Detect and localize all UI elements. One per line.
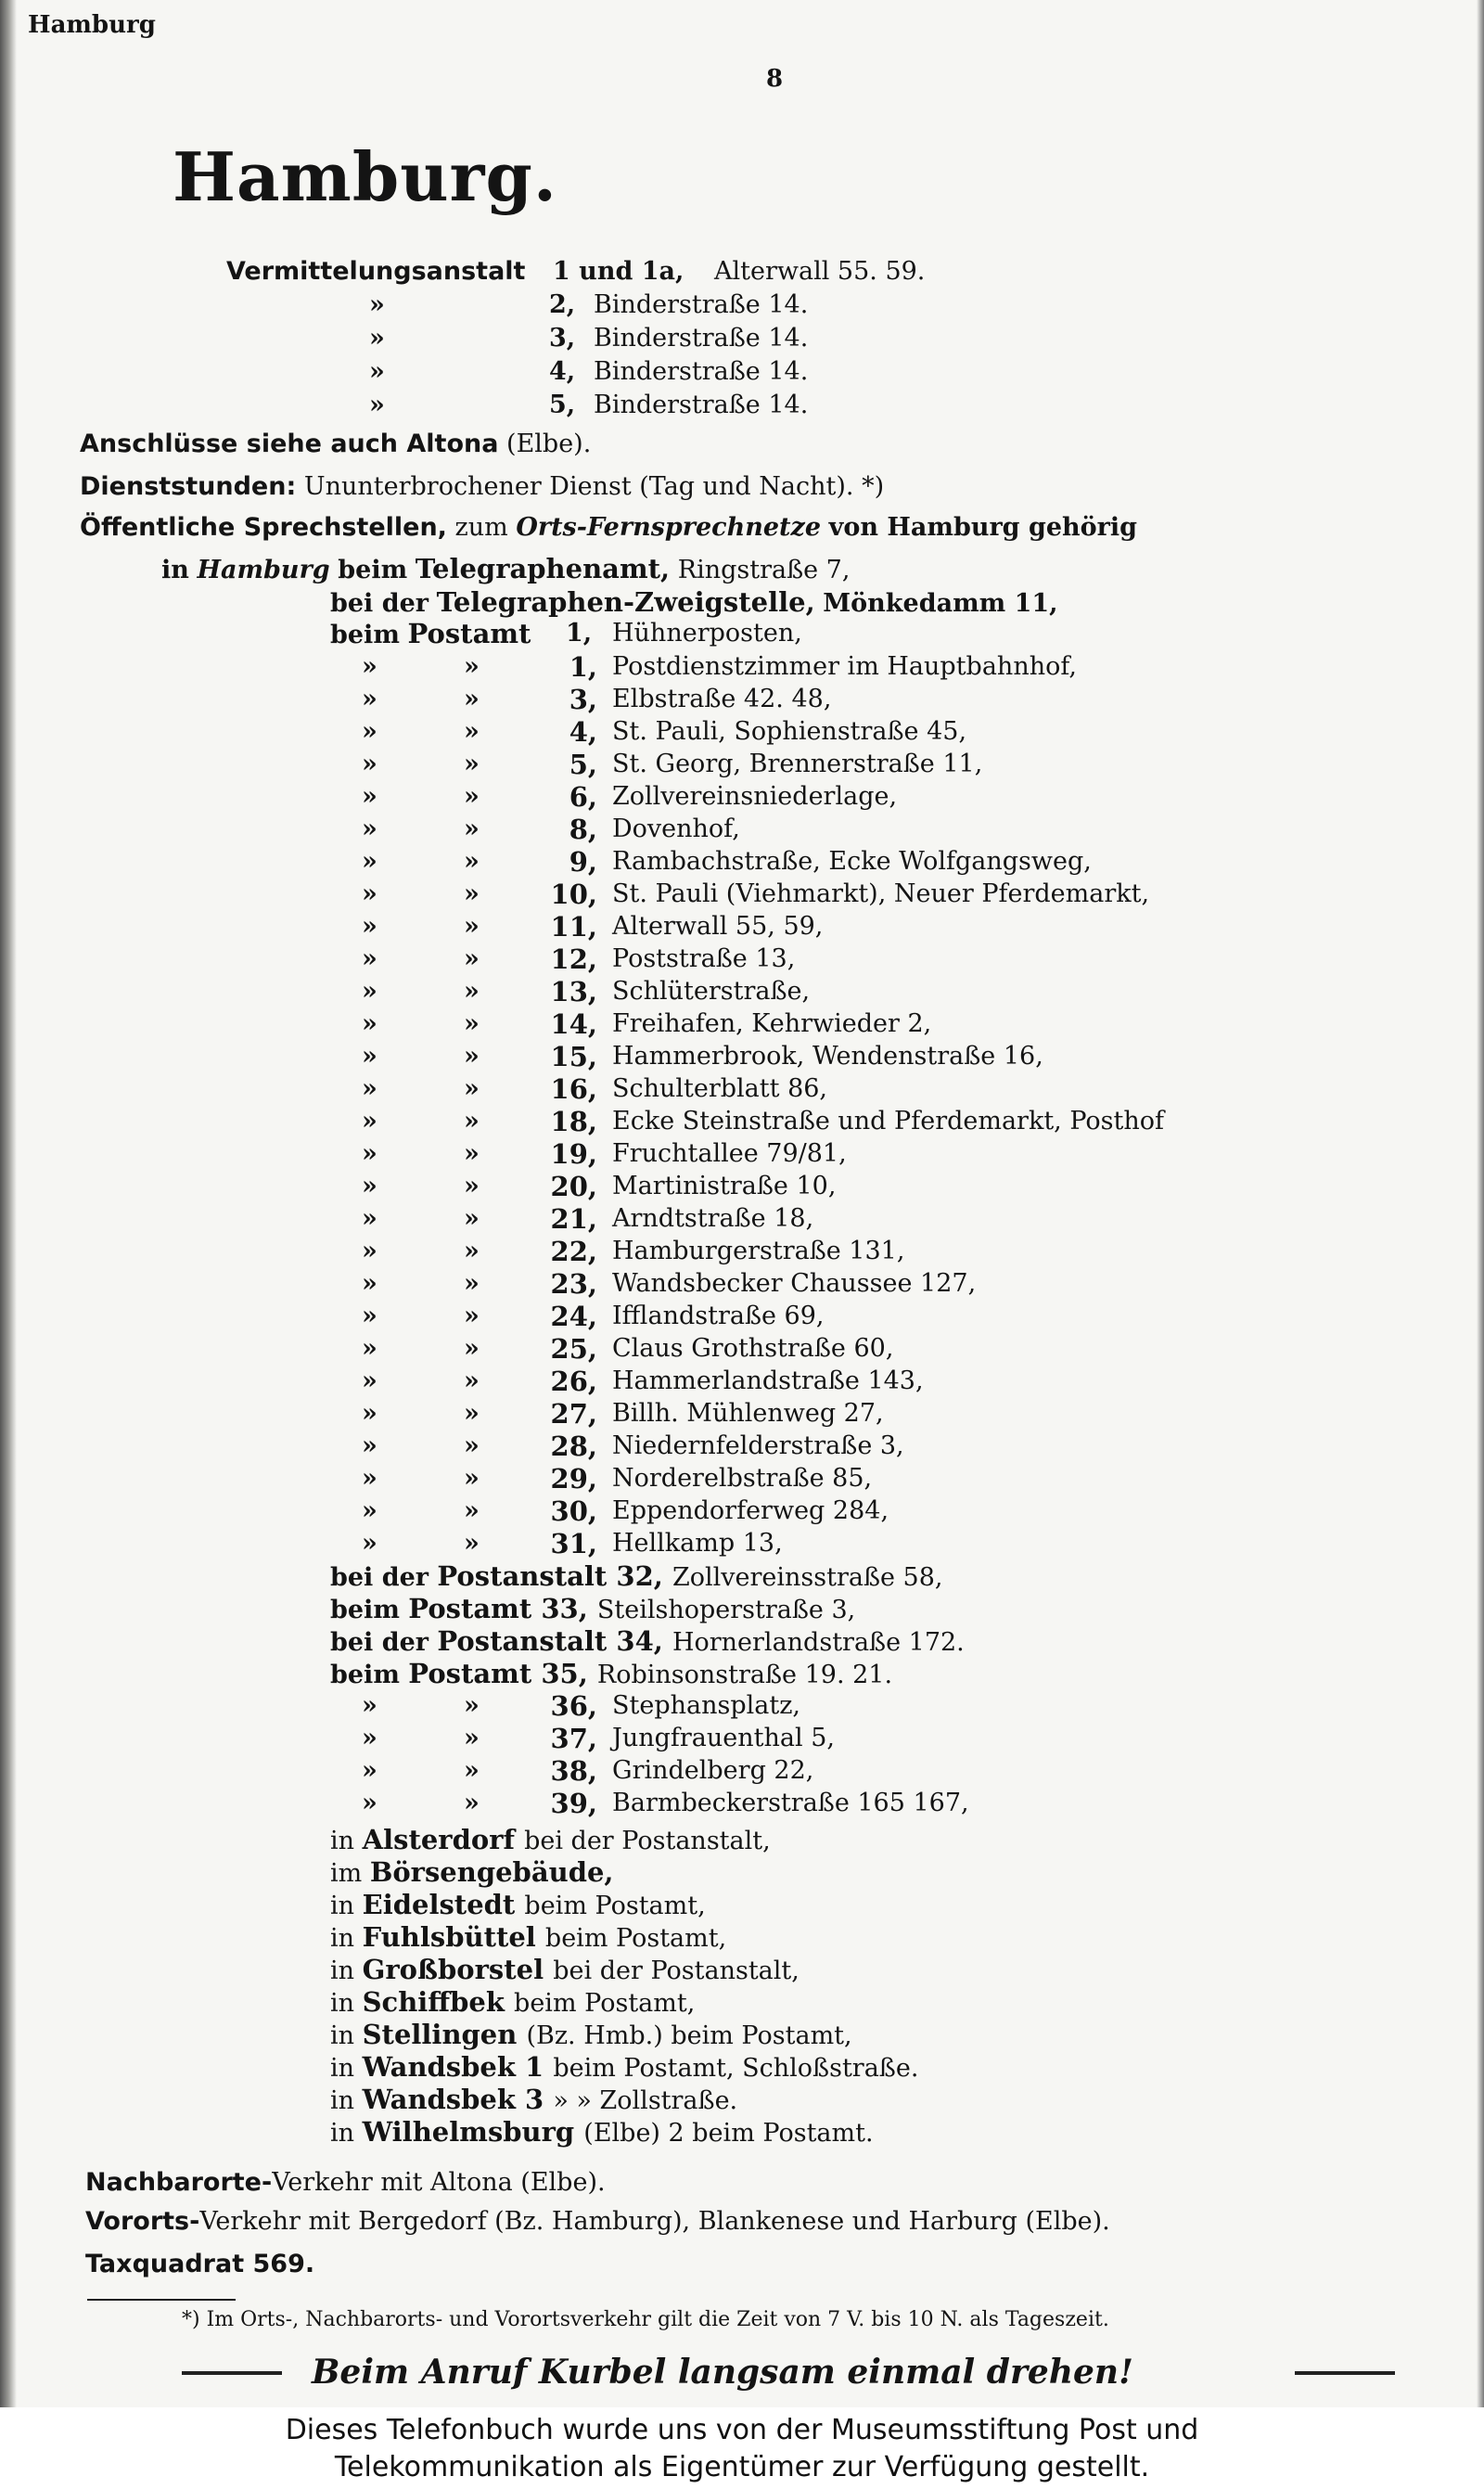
postamt-number: 29, bbox=[550, 1463, 597, 1495]
postamt-number: 11, bbox=[550, 911, 597, 943]
postamt-number: 24, bbox=[550, 1301, 597, 1332]
telegraphenamt-name: Telegraphenamt, bbox=[415, 553, 671, 584]
ort-name: Fuhlsbüttel bbox=[362, 1921, 545, 1953]
page-edge-right bbox=[1477, 0, 1484, 2407]
postamt-address: Dovenhof, bbox=[612, 815, 740, 843]
ditto-mark: » bbox=[464, 1107, 480, 1135]
postamt-number: 36, bbox=[550, 1690, 597, 1722]
postanstalt-address: Robinsonstraße 19. 21. bbox=[596, 1661, 893, 1689]
ditto-mark: » bbox=[464, 1172, 480, 1200]
ditto-mark: » bbox=[362, 1431, 377, 1460]
postamt-address: Eppendorferweg 284, bbox=[612, 1496, 889, 1525]
postamt-address: Stephansplatz, bbox=[612, 1691, 801, 1720]
ditto-mark: » bbox=[362, 944, 377, 973]
postamt-address: Arndtstraße 18, bbox=[612, 1204, 814, 1233]
ort-pre: in bbox=[330, 1892, 363, 1920]
postamt-address: Grindelberg 22, bbox=[612, 1756, 814, 1785]
taxquadrat: Taxquadrat 569. bbox=[85, 2250, 315, 2278]
nachbarorte-line bbox=[85, 2167, 606, 2199]
dash-right bbox=[1295, 2371, 1395, 2375]
postamt-number: 14, bbox=[550, 1008, 597, 1040]
ort-row bbox=[330, 2084, 737, 2117]
ort-row bbox=[330, 2019, 852, 2052]
sprechstellen-label: Öffentliche Sprechstellen, bbox=[80, 513, 447, 542]
zweigstelle-address: Mönkedamm 11, bbox=[823, 589, 1058, 618]
ditto-mark: » bbox=[369, 391, 385, 419]
caption-line-2: Telekommunikation als Eigentümer zur Verfügung gestellt. bbox=[334, 2451, 1150, 2483]
ditto-mark: » bbox=[464, 1074, 480, 1103]
ort-name: Börsengebäude, bbox=[369, 1856, 614, 1888]
ditto-mark: » bbox=[464, 1366, 480, 1395]
postamt-number: 28, bbox=[550, 1431, 597, 1462]
ditto-mark: » bbox=[362, 1269, 377, 1298]
footnote-rule bbox=[87, 2299, 236, 2301]
postamt-number: 15, bbox=[550, 1041, 597, 1072]
ort-row bbox=[330, 1824, 771, 1857]
telegraphenamt-address: Ringstraße 7, bbox=[677, 556, 851, 584]
postanstalt-row bbox=[330, 1560, 942, 1594]
ditto-mark: » bbox=[362, 1074, 377, 1103]
postamt-address: St. Pauli (Viehmarkt), Neuer Pferdemarkt, bbox=[612, 879, 1150, 908]
postamt-address: Norderelbstraße 85, bbox=[612, 1464, 873, 1493]
beim-label: beim bbox=[338, 556, 408, 584]
ditto-mark: » bbox=[464, 685, 480, 713]
postamt-number: 1, bbox=[569, 651, 597, 683]
ditto-mark: » bbox=[464, 815, 480, 843]
vermittlung-number: 3, bbox=[549, 324, 576, 353]
sprechstellen-line bbox=[80, 512, 1137, 544]
ditto-mark: » bbox=[362, 977, 377, 1006]
vororte-rest: Verkehr mit Bergedorf (Bz. Hamburg), Blankenese und Harburg (Elbe). bbox=[199, 2207, 1110, 2236]
postamt-address: Zollvereinsniederlage, bbox=[612, 782, 898, 811]
page-edge-left bbox=[0, 0, 17, 2407]
ort-pre: in bbox=[330, 2021, 363, 2050]
vororte-line bbox=[85, 2206, 1110, 2238]
vermittlung-address: Binderstraße 14. bbox=[594, 290, 809, 319]
zweigstelle-pre: bei der bbox=[330, 589, 429, 618]
ditto-mark: » bbox=[362, 1529, 377, 1558]
page-number: 8 bbox=[766, 65, 784, 93]
sprechstellen-net: Orts-Fernsprechnetze bbox=[516, 513, 822, 542]
postanstalt-address: Zollvereinsstraße 58, bbox=[672, 1563, 943, 1592]
ditto-mark: » bbox=[362, 1724, 377, 1752]
postanstalt-row bbox=[330, 1593, 855, 1626]
dash-left bbox=[182, 2371, 282, 2375]
ditto-mark: » bbox=[362, 1464, 377, 1493]
ort-rest: (Bz. Hmb.) beim Postamt, bbox=[526, 2021, 852, 2050]
in-label: in bbox=[161, 556, 189, 584]
ditto-mark: » bbox=[362, 1756, 377, 1785]
postanstalt-pre: bei der bbox=[330, 1628, 438, 1657]
postamt-address: Hamburgerstraße 131, bbox=[612, 1237, 905, 1265]
ditto-mark: » bbox=[464, 912, 480, 941]
postamt-number: 10, bbox=[550, 879, 597, 910]
dienststunden-label: Dienststunden: bbox=[80, 472, 297, 501]
postamt-address: Billh. Mühlenweg 27, bbox=[612, 1399, 884, 1428]
postamt-address: Schlüterstraße, bbox=[612, 977, 811, 1006]
ditto-mark: » bbox=[362, 912, 377, 941]
anschluesse-label: Anschlüsse siehe auch Altona bbox=[80, 430, 499, 458]
ditto-mark: » bbox=[362, 685, 377, 713]
ditto-mark: » bbox=[464, 847, 480, 876]
ditto-mark: » bbox=[464, 1789, 480, 1817]
postamt-number: 12, bbox=[550, 943, 597, 975]
ort-name: Großborstel bbox=[362, 1954, 554, 1985]
ditto-mark: » bbox=[362, 1366, 377, 1395]
vermittlung-address: Binderstraße 14. bbox=[594, 391, 809, 419]
postamt-address: Claus Grothstraße 60, bbox=[612, 1334, 894, 1363]
ditto-mark: » bbox=[362, 1107, 377, 1135]
ditto-mark: » bbox=[362, 750, 377, 778]
postamt-number: 8, bbox=[569, 814, 597, 845]
ditto-mark: » bbox=[362, 782, 377, 811]
caption-line-1: Dieses Telefonbuch wurde uns von der Museumsstiftung Post und bbox=[285, 2414, 1199, 2446]
postamt-number: 22, bbox=[550, 1236, 597, 1267]
postanstalt-name: Postanstalt 34, bbox=[437, 1625, 672, 1657]
city-hamburg: Hamburg bbox=[197, 556, 330, 584]
postamt-number: 18, bbox=[550, 1106, 597, 1137]
ditto-mark: » bbox=[464, 1237, 480, 1265]
postamt-number: 20, bbox=[550, 1171, 597, 1202]
ditto-mark: » bbox=[362, 1691, 377, 1720]
postamt-number: 16, bbox=[550, 1073, 597, 1105]
vermittlung-label: Vermittelungsanstalt bbox=[226, 257, 526, 286]
ditto-mark: » bbox=[464, 1431, 480, 1460]
ort-pre: in bbox=[330, 2054, 363, 2083]
ort-row bbox=[330, 1921, 726, 1955]
ditto-mark: » bbox=[362, 1042, 377, 1071]
vororte-label: Vororts- bbox=[85, 2207, 200, 2236]
ditto-mark: » bbox=[464, 750, 480, 778]
postamt-number: 31, bbox=[550, 1528, 597, 1559]
dienststunden-rest: Ununterbrochener Dienst (Tag und Nacht). *) bbox=[303, 472, 885, 501]
vermittlung-number: 2, bbox=[549, 290, 576, 319]
ditto-mark: » bbox=[464, 1042, 480, 1071]
anschluesse-line bbox=[80, 429, 591, 460]
ort-rest: (Elbe) 2 beim Postamt. bbox=[583, 2119, 874, 2148]
ort-row bbox=[330, 1856, 614, 1890]
ditto-mark: » bbox=[464, 717, 480, 746]
postanstalt-address: Hornerlandstraße 172. bbox=[672, 1628, 965, 1657]
ort-name: Eidelstedt bbox=[362, 1889, 525, 1920]
ort-pre: in bbox=[330, 1957, 363, 1985]
postamt-number: 38, bbox=[550, 1755, 597, 1787]
postamt-number: 25, bbox=[550, 1333, 597, 1365]
ditto-mark: » bbox=[464, 1009, 480, 1038]
ditto-mark: » bbox=[464, 1724, 480, 1752]
postamt-number: 3, bbox=[569, 684, 597, 715]
ort-name: Schiffbek bbox=[362, 1986, 515, 2018]
ditto-mark: » bbox=[464, 879, 480, 908]
ditto-mark: » bbox=[464, 1496, 480, 1525]
ort-pre: in bbox=[330, 1924, 363, 1953]
vermittlung-number: 1 und 1a, bbox=[553, 257, 684, 286]
postamt-address: Fruchtallee 79/81, bbox=[612, 1139, 847, 1168]
ditto-mark: » bbox=[464, 944, 480, 973]
postamt-name: Postamt bbox=[407, 618, 531, 649]
ditto-mark: » bbox=[464, 1399, 480, 1428]
postamt-address: Niedernfelderstraße 3, bbox=[612, 1431, 904, 1460]
ort-name: Wandsbek 3 bbox=[362, 2084, 554, 2115]
ditto-mark: » bbox=[362, 1496, 377, 1525]
ditto-mark: » bbox=[362, 1334, 377, 1363]
postanstalt-name: Postanstalt 32, bbox=[437, 1560, 672, 1592]
ort-row bbox=[330, 1889, 706, 1922]
ditto-mark: » bbox=[369, 357, 385, 386]
ditto-mark: » bbox=[362, 1237, 377, 1265]
ort-pre: in bbox=[330, 2119, 363, 2148]
ort-row bbox=[330, 2116, 874, 2149]
postamt-address: St. Pauli, Sophienstraße 45, bbox=[612, 717, 967, 746]
ditto-mark: » bbox=[362, 847, 377, 876]
postamt-number: 27, bbox=[550, 1398, 597, 1430]
ditto-mark: » bbox=[464, 1464, 480, 1493]
postamt-address: Jungfrauenthal 5, bbox=[612, 1724, 835, 1752]
ort-name: Wilhelmsburg bbox=[362, 2116, 584, 2148]
postamt-address: Wandsbecker Chaussee 127, bbox=[612, 1269, 977, 1298]
zweigstelle-name: Telegraphen-Zweigstelle, bbox=[436, 586, 815, 618]
vermittlung-address: Binderstraße 14. bbox=[594, 357, 809, 386]
postamt-address: Hammerbrook, Wendenstraße 16, bbox=[612, 1042, 1043, 1071]
ditto-mark: » bbox=[362, 1172, 377, 1200]
ditto-mark: » bbox=[464, 977, 480, 1006]
ditto-mark: » bbox=[369, 290, 385, 319]
postamt-number: 5, bbox=[569, 749, 597, 780]
page-title: Hamburg. bbox=[173, 137, 557, 216]
ort-pre: in bbox=[330, 1989, 363, 2018]
postamt-number: 30, bbox=[550, 1495, 597, 1527]
postanstalt-pre: beim bbox=[330, 1596, 409, 1624]
postamt-number: 19, bbox=[550, 1138, 597, 1170]
ort-pre: in bbox=[330, 2086, 363, 2115]
postamt-address: St. Georg, Brennerstraße 11, bbox=[612, 750, 983, 778]
ditto-mark: » bbox=[362, 1399, 377, 1428]
ort-name: Stellingen bbox=[362, 2019, 527, 2050]
ditto-mark: » bbox=[362, 717, 377, 746]
ditto-mark: » bbox=[464, 1334, 480, 1363]
postamt-number: 1, bbox=[566, 619, 593, 648]
caption bbox=[0, 2412, 1484, 2486]
nachbarorte-label: Nachbarorte- bbox=[85, 2168, 273, 2197]
postamt-address: Barmbeckerstraße 165 167, bbox=[612, 1789, 969, 1817]
ort-name: Wandsbek 1 bbox=[362, 2051, 554, 2083]
telegraphenamt-line bbox=[161, 553, 850, 586]
ditto-mark: » bbox=[464, 782, 480, 811]
postamt-address: Hammerlandstraße 143, bbox=[612, 1366, 924, 1395]
postamt-address: Hühnerposten, bbox=[612, 619, 802, 648]
postamt-address: Ecke Steinstraße und Pferdemarkt, Posthof bbox=[612, 1107, 1165, 1135]
ditto-mark: » bbox=[464, 1204, 480, 1233]
ditto-mark: » bbox=[362, 1009, 377, 1038]
ditto-mark: » bbox=[464, 652, 480, 681]
footnote: *) Im Orts-, Nachbarorts- und Vorortsverkehr gilt die Zeit von 7 V. bis 10 N. als Tageszeit. bbox=[182, 2308, 1109, 2331]
postanstalt-name: Postamt 35, bbox=[408, 1658, 597, 1689]
postanstalt-address: Steilshoperstraße 3, bbox=[596, 1596, 856, 1624]
postamt-number: 26, bbox=[550, 1366, 597, 1397]
running-head: Hamburg bbox=[28, 11, 156, 39]
ditto-mark: » bbox=[362, 652, 377, 681]
postamt-number: 9, bbox=[569, 846, 597, 878]
ort-rest: beim Postamt, bbox=[544, 1924, 727, 1953]
sprechstellen-mid: zum bbox=[454, 513, 508, 542]
ort-pre: in bbox=[330, 1827, 363, 1855]
ditto-mark: » bbox=[464, 1139, 480, 1168]
postamt-address: Martinistraße 10, bbox=[612, 1172, 837, 1200]
sprechstellen-rest: von Hamburg gehörig bbox=[828, 513, 1138, 542]
postamt-number: 23, bbox=[550, 1268, 597, 1300]
vermittlung-address: Binderstraße 14. bbox=[594, 324, 809, 353]
zweigstelle-line bbox=[330, 586, 1058, 620]
ort-row bbox=[330, 1986, 695, 2020]
postanstalt-pre: bei der bbox=[330, 1563, 438, 1592]
postanstalt-pre: beim bbox=[330, 1661, 409, 1689]
ort-rest: bei der Postanstalt, bbox=[524, 1827, 771, 1855]
vermittlung-number: 5, bbox=[549, 391, 576, 419]
postamt-number: 21, bbox=[550, 1203, 597, 1235]
ditto-mark: » bbox=[464, 1756, 480, 1785]
ort-name: Alsterdorf bbox=[362, 1824, 525, 1855]
ditto-mark: » bbox=[362, 879, 377, 908]
crank-notice: Beim Anruf Kurbel langsam einmal drehen! bbox=[312, 2353, 1133, 2392]
ort-rest: beim Postamt, bbox=[524, 1892, 706, 1920]
ditto-mark: » bbox=[369, 324, 385, 353]
postamt-pre: beim bbox=[330, 621, 400, 649]
anschluesse-rest: (Elbe). bbox=[506, 430, 592, 458]
vermittlung-address: Alterwall 55. 59. bbox=[714, 257, 926, 286]
postamt-number: 39, bbox=[550, 1788, 597, 1819]
ort-pre: im bbox=[330, 1859, 370, 1888]
ditto-mark: » bbox=[362, 1789, 377, 1817]
ditto-mark: » bbox=[362, 815, 377, 843]
postamt-number: 4, bbox=[569, 716, 597, 748]
postamt-address: Ifflandstraße 69, bbox=[612, 1302, 825, 1330]
postamt-address: Rambachstraße, Ecke Wolfgangsweg, bbox=[612, 847, 1092, 876]
postamt-1-line bbox=[330, 618, 802, 651]
nachbarorte-rest: Verkehr mit Altona (Elbe). bbox=[272, 2168, 606, 2197]
postamt-address: Schulterblatt 86, bbox=[612, 1074, 828, 1103]
vermittlung-number: 4, bbox=[549, 357, 576, 386]
ditto-mark: » bbox=[362, 1302, 377, 1330]
ort-rest: beim Postamt, bbox=[514, 1989, 696, 2018]
ditto-mark: » bbox=[464, 1269, 480, 1298]
postamt-number: 6, bbox=[569, 781, 597, 813]
ort-row bbox=[330, 1954, 800, 1987]
ditto-mark: » bbox=[464, 1302, 480, 1330]
postanstalt-name: Postamt 33, bbox=[408, 1593, 597, 1624]
postanstalt-row bbox=[330, 1625, 965, 1659]
dienststunden-line bbox=[80, 471, 884, 503]
postamt-number: 37, bbox=[550, 1723, 597, 1754]
postamt-address: Elbstraße 42. 48, bbox=[612, 685, 832, 713]
postamt-address: Hellkamp 13, bbox=[612, 1529, 783, 1558]
ort-rest: bei der Postanstalt, bbox=[553, 1957, 800, 1985]
ort-rest: » » Zollstraße. bbox=[553, 2086, 738, 2115]
ditto-mark: » bbox=[362, 1204, 377, 1233]
postamt-address: Postdienstzimmer im Hauptbahnhof, bbox=[612, 652, 1077, 681]
postamt-address: Alterwall 55, 59, bbox=[612, 912, 824, 941]
ditto-mark: » bbox=[362, 1139, 377, 1168]
postamt-number: 13, bbox=[550, 976, 597, 1007]
ort-rest: beim Postamt, Schloßstraße. bbox=[553, 2054, 919, 2083]
ort-row bbox=[330, 2051, 918, 2085]
ditto-mark: » bbox=[464, 1529, 480, 1558]
postanstalt-row bbox=[330, 1658, 892, 1691]
postamt-address: Freihafen, Kehrwieder 2, bbox=[612, 1009, 932, 1038]
ditto-mark: » bbox=[464, 1691, 480, 1720]
postamt-address: Poststraße 13, bbox=[612, 944, 796, 973]
